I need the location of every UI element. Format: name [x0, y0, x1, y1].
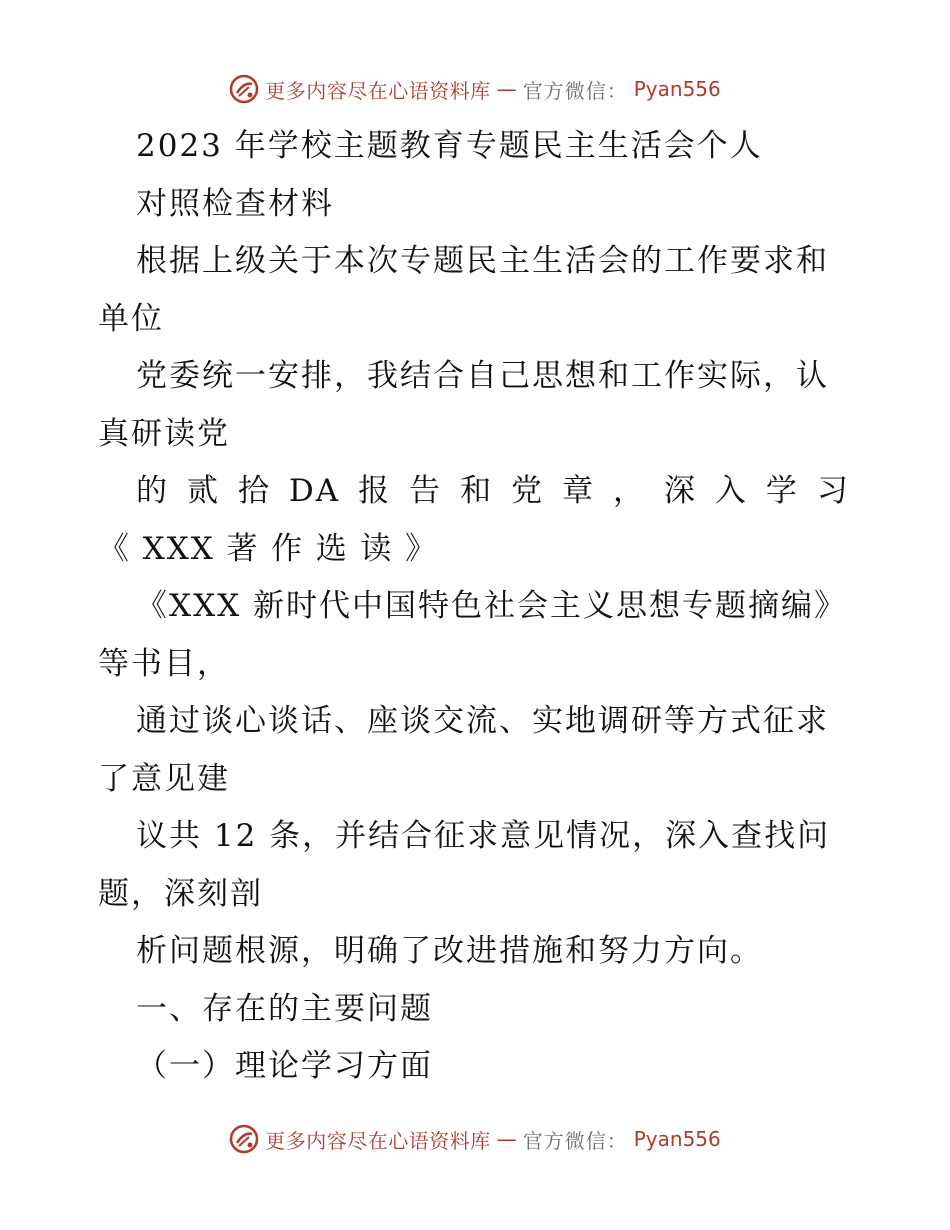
text-token: 学: [765, 473, 799, 509]
paragraph-line: 等书目，: [98, 645, 230, 682]
text-token: 》: [404, 530, 438, 567]
text-token: 党: [511, 473, 545, 509]
paragraph-line: 单位: [98, 300, 164, 337]
banner-text: 更多内容尽在心语资料库: [265, 78, 491, 103]
paragraph-line: 真研读党: [98, 415, 230, 452]
paragraph-line: 议共 12 条，并结合征求意见情况，深入查找问: [136, 818, 831, 854]
header-banner: [0, 74, 950, 104]
text-token: DA: [288, 473, 341, 509]
text-token: 入: [714, 473, 748, 509]
paragraph-line: 题，深刻剖: [98, 875, 263, 912]
section-heading: 一、存在的主要问题: [136, 990, 433, 1027]
paragraph-line: 析问题根源，明确了改进措施和努力方向。: [136, 933, 763, 969]
text-token: 读: [360, 530, 394, 567]
text-token: 和: [460, 473, 494, 509]
paragraph-line: 《XXX 新时代中国特色社会主义思想专题摘编》: [136, 588, 848, 624]
paragraph-line: 通过谈心谈话、座谈交流、实地调研等方式征求: [136, 703, 829, 739]
banner-wechat-label: 官方微信：: [522, 78, 628, 103]
text-token: 拾: [237, 473, 271, 509]
text-token: 深: [663, 473, 697, 509]
banner-wechat-label: 官方微信：: [522, 1128, 628, 1153]
book-logo-icon: [229, 74, 259, 104]
banner-wechat-id: Pyan556: [633, 1127, 721, 1151]
text-token: 的: [136, 473, 169, 509]
banner-separator: —: [496, 77, 517, 101]
paragraph-line: 根据上级关于本次专题民主生活会的工作要求和: [136, 243, 829, 279]
document-body: [98, 118, 850, 1096]
text-token: 告: [409, 473, 443, 509]
text-token: 贰: [186, 473, 220, 509]
paragraph-line: 了意见建: [98, 760, 230, 797]
text-token: 习: [816, 473, 850, 509]
footer-banner: [0, 1124, 950, 1154]
banner-wechat-id: Pyan556: [633, 77, 721, 101]
text-token: 作: [271, 530, 305, 567]
subsection-heading: （一）理论学习方面: [136, 1048, 433, 1084]
text-token: 报: [358, 473, 392, 509]
text-token: 选: [315, 530, 349, 567]
doc-title-line1: 2023 年学校主题教育专题民主生活会个人: [136, 128, 763, 164]
paragraph-line-justified: [98, 463, 850, 521]
paragraph-line-justified: [98, 521, 438, 579]
text-token: ，: [612, 473, 646, 509]
banner-separator: —: [496, 1127, 517, 1151]
text-token: 著: [226, 530, 260, 567]
text-token: 《: [98, 530, 131, 567]
text-token: 章: [562, 473, 595, 509]
doc-title-line2: 对照检查材料: [136, 185, 334, 222]
paragraph-line: 党委统一安排，我结合自己思想和工作实际，认: [136, 358, 829, 394]
banner-text: 更多内容尽在心语资料库: [265, 1128, 491, 1153]
text-token: XXX: [142, 530, 215, 567]
book-logo-icon: [229, 1124, 259, 1154]
